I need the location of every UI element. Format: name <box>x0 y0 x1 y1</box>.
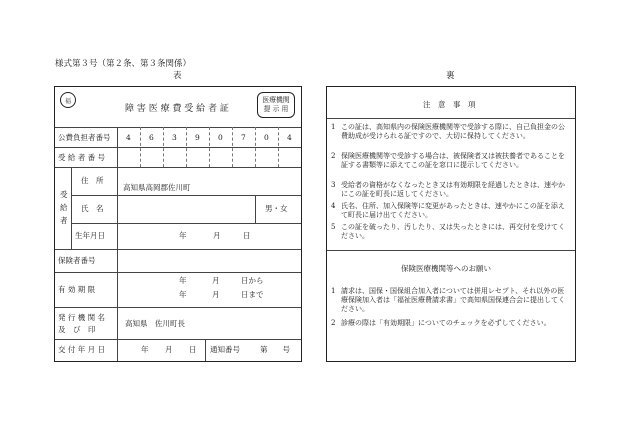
request-item <box>331 287 573 315</box>
birth-day: 日 <box>243 231 251 240</box>
gender-field: 男・女 <box>265 204 288 213</box>
birth-month: 月 <box>213 231 221 240</box>
column-line <box>255 195 256 223</box>
digit-divider <box>278 127 279 167</box>
payer-digit: 0 <box>218 133 223 142</box>
request-text: 請求は、国保・国保組合加入者については併用レセプト、それ以外の医療保険加入者は「福祉医療費請求書」で高知県国保連合会に提出してください。 <box>341 287 565 314</box>
row-line <box>55 127 301 128</box>
payer-digit: 9 <box>195 133 200 142</box>
issuer-label-line1: 発 行 機 関 名 <box>58 313 106 322</box>
payer-digit: 4 <box>287 133 292 142</box>
issue-month: 月 <box>165 345 173 354</box>
note-text: 受給者の資格がなくなったとき又は有効期限を経過したときは、速やかにこの証を町長に返してください。 <box>341 181 565 199</box>
issuer-value: 高知県 佐川町長 <box>125 319 185 328</box>
validity-from-month: 月 <box>212 276 220 285</box>
payer-digit: 7 <box>241 133 246 142</box>
issue-day: 日 <box>189 345 197 354</box>
address-value: 高知県高岡郡佐川町 <box>123 183 191 192</box>
note-number: 4 <box>331 202 336 210</box>
request-number: 2 <box>331 319 336 327</box>
certificate-title: 障 害 医 療 費 受 給 者 証 <box>125 104 229 114</box>
note-item <box>331 223 573 241</box>
digit-divider <box>140 127 141 167</box>
validity-to-year: 年 <box>179 290 187 299</box>
form-number-label: 様式第３号（第２条、第３条関係） <box>55 59 192 69</box>
note-text: この証は、高知県内の保険医療機関等で受診する際に、自己負担金の公費助成が受けられる証ですので、大切に保持してください。 <box>341 123 565 141</box>
validity-to-month: 月 <box>212 290 220 299</box>
notice-number-label: 通知番号 <box>210 345 240 354</box>
medical-institution-box <box>257 92 295 118</box>
back-side-title: 裏 <box>446 71 455 81</box>
issue-year: 年 <box>141 345 149 354</box>
note-item <box>331 181 573 199</box>
medical-box-line1: 医療機関 <box>262 95 290 104</box>
name-label: 氏 名 <box>81 204 104 213</box>
digit-divider <box>209 127 210 167</box>
digit-divider <box>232 127 233 167</box>
request-number: 1 <box>331 287 336 295</box>
recipient-number-label: 受 給 者 番 号 <box>58 153 106 162</box>
welfare-seal: 福 <box>60 92 76 108</box>
birth-year: 年 <box>179 231 187 240</box>
note-item <box>331 152 573 170</box>
notice-number-suffix: 第 号 <box>260 345 290 354</box>
payer-digit: 0 <box>264 133 269 142</box>
note-text: 氏名、住所、加入保険等に変更があったときは、速やかにこの証を添えて町長に届け出てください。 <box>341 202 565 220</box>
column-line <box>71 167 72 249</box>
certificate-back <box>326 86 576 362</box>
request-text: 診療の際は「有効期限」についてのチェックを必ずしてください。 <box>341 319 551 327</box>
row-line <box>327 118 575 119</box>
note-text: 保険医療機関等で受診する場合は、被保険者又は被扶養者であることを証する書類等に添えてこの証を窓口に提示してください。 <box>341 152 565 170</box>
column-line <box>117 167 118 339</box>
note-item <box>331 202 573 220</box>
row-line <box>55 339 301 340</box>
row-line <box>71 195 301 196</box>
column-line <box>117 339 118 361</box>
note-number: 3 <box>331 181 336 189</box>
address-label: 住 所 <box>81 176 104 185</box>
note-number: 1 <box>331 123 336 131</box>
row-line <box>55 167 301 168</box>
note-number: 5 <box>331 223 336 231</box>
issue-date-label: 交 付 年 月 日 <box>58 345 106 354</box>
validity-from-year: 年 <box>179 276 187 285</box>
request-heading: 保険医療機関等へのお願い <box>401 264 491 273</box>
recipient-side-char: 給 <box>60 203 68 212</box>
insurer-number-label: 保険者番号 <box>58 256 96 265</box>
recipient-side-char: 者 <box>60 216 68 225</box>
validity-from-day: 日から <box>241 276 264 285</box>
payer-digit: 3 <box>172 133 177 142</box>
digit-divider <box>186 127 187 167</box>
note-item <box>331 123 573 141</box>
column-line <box>205 339 206 361</box>
row-line <box>55 249 301 250</box>
recipient-side-char: 受 <box>60 190 68 199</box>
request-item <box>331 319 573 328</box>
row-line <box>327 250 575 251</box>
birth-date-label: 生年月日 <box>75 231 105 240</box>
row-line <box>55 147 301 148</box>
validity-label: 有 効 期 限 <box>58 285 96 294</box>
note-text: この証を破ったり、汚したり、又は失ったときには、再交付を受けてください。 <box>341 223 565 241</box>
notes-heading: 注 意 事 項 <box>423 100 476 109</box>
column-line <box>117 127 118 167</box>
digit-divider <box>163 127 164 167</box>
validity-to-day: 日まで <box>241 290 264 299</box>
row-line <box>55 307 301 308</box>
note-number: 2 <box>331 152 336 160</box>
payer-digit: 6 <box>149 133 154 142</box>
digit-divider <box>255 127 256 167</box>
payer-number-label: 公費負担者番号 <box>58 133 111 142</box>
row-line <box>71 223 301 224</box>
certificate-front <box>54 86 302 362</box>
issuer-label-line2: 及 び 印 <box>58 325 96 334</box>
front-side-title: 表 <box>173 71 182 81</box>
row-line <box>55 272 301 273</box>
payer-digit: 4 <box>126 133 131 142</box>
medical-box-line2: 提 示 用 <box>263 105 289 113</box>
